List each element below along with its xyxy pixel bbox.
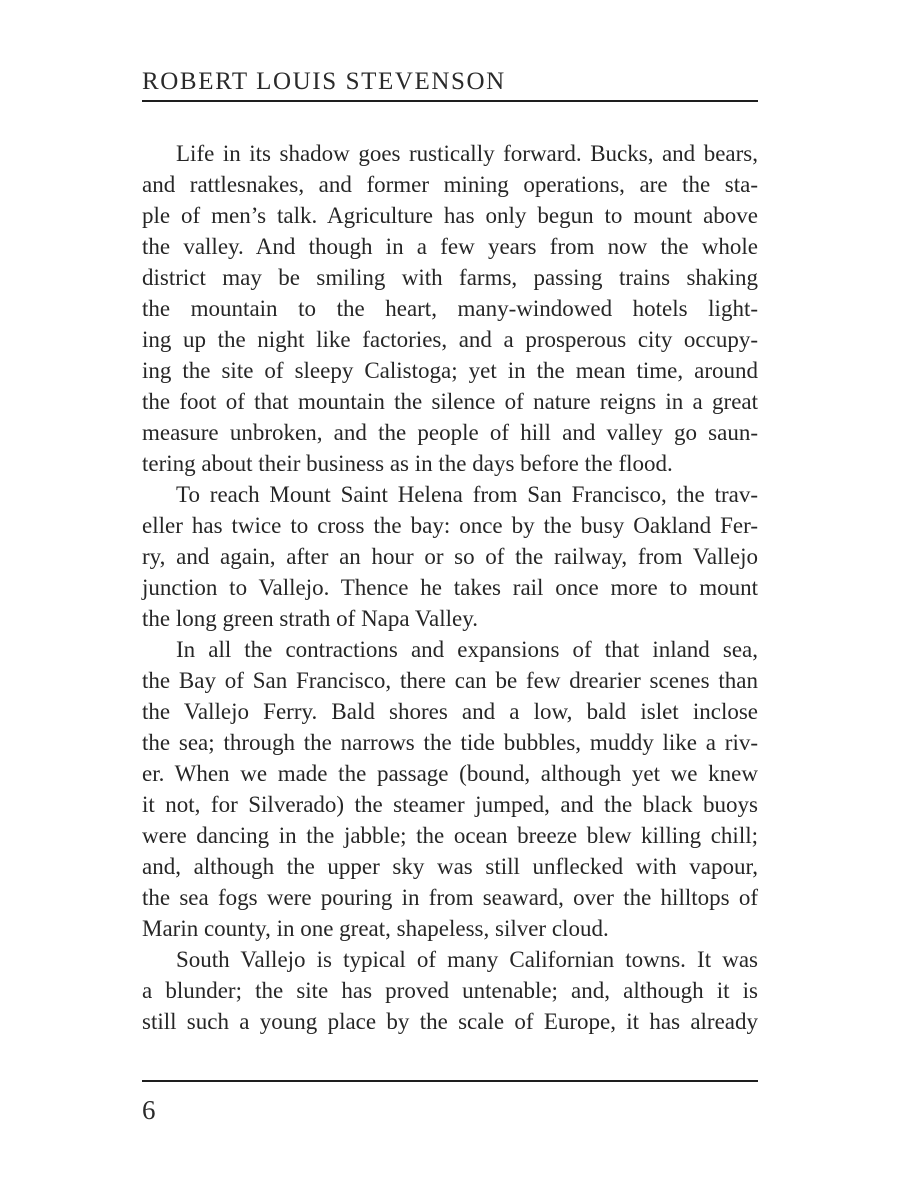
text-line: a blunder; the site has proved untenable; and, although it is: [142, 978, 758, 1003]
page-number: 6: [142, 1095, 156, 1125]
text-line: and, although the upper sky was still unflecked with vapour,: [142, 854, 758, 879]
text-line: er. When we made the passage (bound, although yet we knew: [142, 761, 758, 786]
text-line: the foot of that mountain the silence of nature reigns in a great: [142, 389, 758, 414]
footer-rule: [142, 1080, 758, 1082]
text-line: South Vallejo is typical of many Californian towns. It was: [176, 947, 758, 972]
text-line: ry, and again, after an hour or so of the railway, from Vallejo: [142, 544, 758, 569]
paragraph: [142, 138, 758, 479]
text-line: ing the site of sleepy Calistoga; yet in the mean time, around: [142, 358, 758, 383]
text-line: Life in its shadow goes rustically forward. Bucks, and bears,: [176, 141, 758, 166]
text-line: the mountain to the heart, many-windowed hotels light-: [142, 296, 758, 321]
paragraph: [142, 944, 758, 1037]
text-line: the sea fogs were pouring in from seaward, over the hilltops of: [142, 885, 758, 910]
text-line: Marin county, in one great, shapeless, silver cloud.: [142, 916, 609, 941]
text-line: In all the contractions and expansions of that inland sea,: [176, 637, 758, 662]
paragraph: [142, 479, 758, 634]
text-line: the Vallejo Ferry. Bald shores and a low, bald islet inclose: [142, 699, 758, 724]
text-line: the Bay of San Francisco, there can be few drearier scenes than: [142, 668, 758, 693]
text-line: the valley. And though in a few years from now the whole: [142, 234, 758, 259]
text-line: were dancing in the jabble; the ocean breeze blew killing chill;: [142, 823, 758, 848]
text-line: junction to Vallejo. Thence he takes rail once more to mount: [142, 575, 758, 600]
body-text: [142, 138, 758, 1037]
text-line: ing up the night like factories, and a prosperous city occupy-: [142, 327, 758, 352]
text-line: still such a young place by the scale of Europe, it has already: [142, 1009, 758, 1034]
running-head: ROBERT LOUIS STEVENSON: [142, 68, 506, 95]
text-line: ple of men’s talk. Agriculture has only begun to mount above: [142, 203, 758, 228]
text-line: tering about their business as in the days before the flood.: [142, 451, 673, 476]
text-line: measure unbroken, and the people of hill and valley go saun-: [142, 420, 758, 445]
paragraph: [142, 634, 758, 944]
text-line: To reach Mount Saint Helena from San Francisco, the trav-: [176, 482, 758, 507]
text-line: the long green strath of Napa Valley.: [142, 606, 478, 631]
text-line: eller has twice to cross the bay: once by the busy Oakland Fer-: [142, 513, 758, 538]
text-line: and rattlesnakes, and former mining operations, are the sta-: [142, 172, 758, 197]
text-line: district may be smiling with farms, passing trains shaking: [142, 265, 758, 290]
text-line: the sea; through the narrows the tide bubbles, muddy like a riv-: [142, 730, 758, 755]
text-line: it not, for Silverado) the steamer jumped, and the black buoys: [142, 792, 758, 817]
header-rule: [142, 100, 758, 102]
